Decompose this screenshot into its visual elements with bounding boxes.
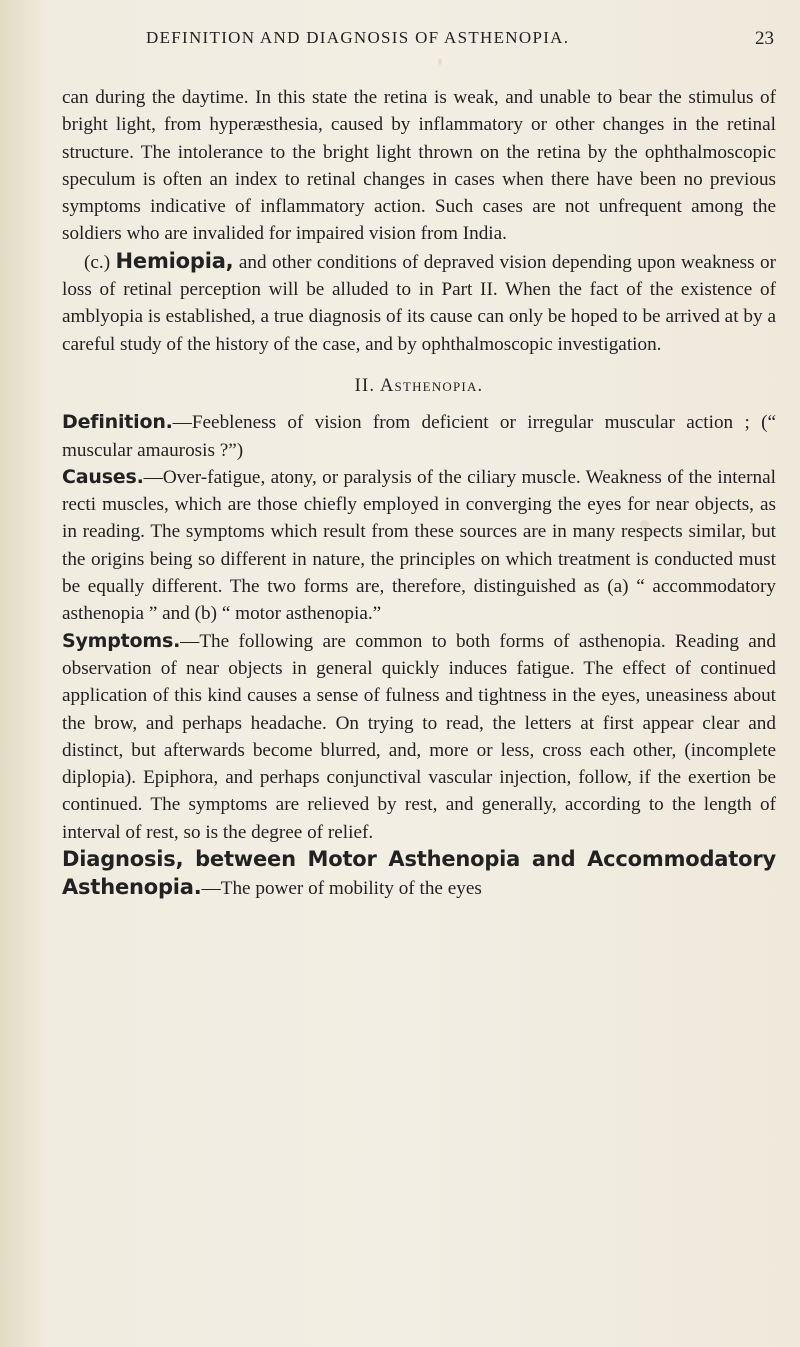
- page-header: [146, 28, 774, 56]
- section-heading: II. Asthenopia.: [354, 375, 484, 396]
- paragraph-text: —Over-fatigue, atony, or paralysis of the ciliary muscle. Weakness of the internal recti muscles, which are those chiefly employed in converging the eyes for near objects, as in reading. The symptoms which result from these sources are in many respects similar, but the origins being so different in nature, the principles on which treatment is conducted must be equally different. The two forms are, therefore, distinguished as (a) “ accommodatory asthenopia ” and (b) “ motor asthenopia.”: [62, 466, 776, 625]
- page-body: [62, 84, 776, 903]
- paragraph-symptoms: [62, 628, 776, 846]
- run-in-heading-symptoms: Symptoms.: [62, 629, 181, 652]
- paragraph-definition: [62, 409, 776, 464]
- run-in-heading-definition: Definition.: [62, 411, 173, 434]
- paragraph-retinal-weakness: can during the daytime. In this state the retina is weak, and unable to bear the stimulus of bright light, from hyperæsthesia, caused by inflammatory or other changes in the retinal structure. The intolerance to the bright light thrown on the retina by the ophthalmoscopic speculum is often an index to retinal changes in cases when there have been no previous symptoms indicative of inflammatory action. Such cases are not unfrequent among the soldiers who are invalided for impaired vision from India.: [62, 87, 776, 245]
- paragraph-hemiopia: [62, 248, 776, 358]
- paragraph-label: (c.): [84, 251, 111, 273]
- run-in-heading-hemiopia: Hemiopia,: [115, 248, 234, 273]
- run-in-heading-causes: Causes.: [62, 465, 144, 488]
- paragraph-text: —The following are common to both forms of asthenopia. Reading and observation of near objects in general quickly induces fatigue. The effect of continued application of this kind causes a sense of fulness and tightness in the eyes, uneasiness about the brow, and perhaps headache. On trying to read, the letters at first appear clear and distinct, but afterwards become blurred, and, more or less, cross each other, (incomplete diplopia). Epiphora, and perhaps conjunctival vascular injection, follow, if the exertion be continued. The symptoms are relieved by rest, and generally, according to the length of interval of rest, so is the degree of relief.: [62, 630, 776, 843]
- paragraph-text: —The power of mobility of the eyes: [201, 878, 482, 900]
- paragraph-text: and other conditions of depraved vision depending upon weakness or loss of retinal perception will be alluded to in Part II. When the fact of the existence of amblyopia is established, a true diagnosis of its cause can only be hoped to be arrived at by a careful study of the history of the case, and by ophthalmoscopic investigation.: [62, 251, 777, 355]
- paragraph-text: —Feebleness of vision from deficient or irregular muscular action ; (“ muscular amaurosis ?”): [62, 412, 776, 461]
- page-number: 23: [755, 28, 774, 49]
- page-blemish: [438, 58, 442, 65]
- paragraph-causes: [62, 464, 776, 628]
- running-head: DEFINITION AND DIAGNOSIS OF ASTHENOPIA.: [146, 28, 570, 47]
- paragraph-diagnosis: [62, 846, 776, 903]
- run-in-heading-diagnosis: Diagnosis, between Motor Asthenopia and Accommodatory Asthenopia.: [62, 847, 776, 900]
